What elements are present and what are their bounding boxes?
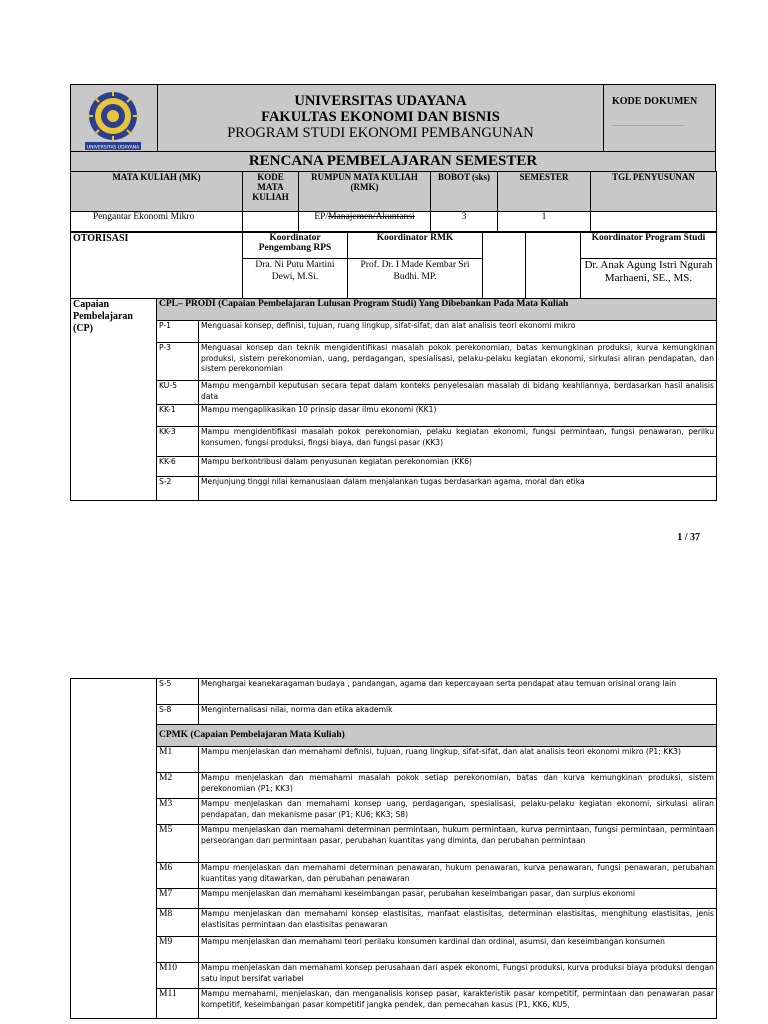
cpmk-text: Mampu menjelaskan dan memahami masalah pokok setiap perekonomian, batas dan kurva kemungkinan produksi, sistem perekonomian (P1; KK3) bbox=[199, 773, 717, 799]
course-tgl bbox=[591, 212, 717, 232]
cpl-text: Menguasai konsep, definisi, tujuan, ruang lingkup, sifat-sifat, dan alat analisis teori ekonomi mikro bbox=[199, 321, 717, 343]
cp-label: Capaian Pembelajaran (CP) bbox=[71, 299, 157, 501]
cpmk-text: Mampu menjelaskan dan memahami konsep elastisitas, manfaat elastisitas, determinan elastisitas, menghitung elastisitas, jenis elastisitas permintaan dan elastisitas penawaran bbox=[199, 909, 717, 937]
cpmk-text: Mampu menjelaskan dan memahami konsep perusahaan dari aspek ekonomi, Fungsi produksi, kurva produksi biaya produksi dengan satu input bersifat variabel bbox=[199, 963, 717, 989]
cpl-text: Mampu berkontribusi dalam penyusunan kegiatan perekonomian (KK6) bbox=[199, 457, 717, 477]
logo-cell bbox=[70, 84, 158, 152]
cpmk-code: M1 bbox=[157, 747, 199, 773]
course-semester: 1 bbox=[498, 212, 591, 232]
course-table bbox=[70, 171, 717, 232]
otorisasi-v1: Dra. Ni Putu Martini Dewi, M.Si. bbox=[243, 259, 348, 299]
cpmk-text: Mampu menjelaskan dan memahami determinan penawaran, hukum penawaran, kurva penawaran, fungsi penawaran, perubahan kuantitas yang ditawarkan, dan perubahan penawaran bbox=[199, 863, 717, 889]
cpmk-code: M10 bbox=[157, 963, 199, 989]
header-bobot: BOBOT (sks) bbox=[431, 172, 498, 212]
otorisasi-v2: Prof. Dr. I Made Kembar Sri Budhi. MP. bbox=[348, 259, 483, 299]
cpmk-code: M7 bbox=[157, 889, 199, 909]
cpmk-code: M9 bbox=[157, 937, 199, 963]
otorisasi-h2: Koordinator RMK bbox=[348, 233, 483, 259]
cpl-text: Mampu mengaplikasikan 10 prinsip dasar ilmu ekonomi (KK1) bbox=[199, 405, 717, 427]
logo-caption: UNIVERSITAS UDAYANA bbox=[86, 145, 140, 151]
cp-table-page2 bbox=[70, 678, 717, 1019]
otorisasi-h3: Koordinator Program Studi bbox=[581, 233, 717, 259]
kode-dokumen-cell bbox=[603, 84, 716, 152]
cpl-code: KK-1 bbox=[157, 405, 199, 427]
rmk-strike: Manajemen/Akuntansi bbox=[328, 212, 415, 222]
university-logo bbox=[81, 87, 145, 151]
otorisasi-empty-1 bbox=[483, 233, 526, 299]
cpmk-text: Mampu memahami, menjelaskan, dan menganalisis konsep pasar, karakteristik pasar kompetitif, permintaan dan penawaran pasar kompetitif, keseimbangan pasar kompetitif jangka pendek, dan pemecahan kasus (P1, KK6, KU5, bbox=[199, 989, 717, 1019]
cpmk-text: Mampu menjelaskan dan memahami definisi, tujuan, ruang lingkup, sifat-sifat, dan alat analisis teori ekonomi mikro (P1; KK3) bbox=[199, 747, 717, 773]
rmk-prefix: EP/ bbox=[314, 212, 329, 222]
header-semester: SEMESTER bbox=[498, 172, 591, 212]
page-number: 1 / 37 bbox=[677, 532, 700, 543]
cpmk-text: Mampu menjelaskan dan memahami determinan permintaan, hukum permintaan, kurva permintaan, fungsi permintaan, permintaan perseorangan dan permintaan pasar, perubahan kuantitas yang diminta, dan perubahan permintaan bbox=[199, 825, 717, 863]
cpmk-code: M2 bbox=[157, 773, 199, 799]
cpl-text: Mampu mengambil keputusan secara tepat dalam konteks penyelesaian masalah di bidang keahliannya, berdasarkan hasil analisis data bbox=[199, 381, 717, 405]
header-tgl: TGL PENYUSUNAN bbox=[591, 172, 717, 212]
cpmk-text: Mampu menjelaskan dan memahami teori perilaku konsumen kardinal dan ordinal, asumsi, dan keseimbangan konsumen bbox=[199, 937, 717, 963]
header-kode: KODE MATA KULIAH bbox=[243, 172, 299, 212]
cpl-code: KK-3 bbox=[157, 427, 199, 457]
cpl-text: Mampu mengidentifikasi masalah pokok perekonomian, pelaku kegiatan ekonomi, fungsi permintaan, fungsi penawaran, perilku konsumen, fungsi produksi, fingsi biaya, dan fungsi pasar (KK3) bbox=[199, 427, 717, 457]
cpl-text: Menjunjung tinggi nilai kemanusiaan dalam menjalankan tugas berdasarkan agama, moral dan etika bbox=[199, 477, 717, 501]
kode-dokumen-label: KODE DOKUMEN bbox=[612, 96, 698, 107]
otorisasi-label: OTORISASI bbox=[71, 233, 243, 299]
otorisasi-empty-2 bbox=[526, 233, 581, 299]
cpl-code: S-5 bbox=[157, 679, 199, 705]
program-name: PROGRAM STUDI EKONOMI PEMBANGUNAN bbox=[227, 125, 534, 141]
cpl-text: Menghargai keanekaragaman budaya , pandangan, agama dan kepercayaan serta pendapat atau temuan orisinal orang lain bbox=[199, 679, 717, 705]
cpl-code: P-1 bbox=[157, 321, 199, 343]
kode-dokumen-value: ……………………………… bbox=[612, 121, 684, 128]
header-rmk: RUMPUN MATA KULIAH (RMK) bbox=[299, 172, 431, 212]
otorisasi-table bbox=[70, 232, 717, 299]
cpmk-text: Mampu menjelaskan dan memahami konsep uang, perdagangan, spesialisasi, pelaku-pelaku kegiatan ekonomi, sirkulasi aliran pendapatan, dan mekanisme pasar (P1; KU6; KK3; S8) bbox=[199, 799, 717, 825]
cpl-code: KU-5 bbox=[157, 381, 199, 405]
cpl-text: Menginternalisasi nilai, norma dan etika akademik bbox=[199, 705, 717, 725]
course-rmk bbox=[299, 212, 431, 232]
header-title-cell bbox=[157, 84, 604, 152]
cpl-code: P-3 bbox=[157, 343, 199, 381]
course-bobot: 3 bbox=[431, 212, 498, 232]
cpl-code: KK-6 bbox=[157, 457, 199, 477]
rps-title: RENCANA PEMBELAJARAN SEMESTER bbox=[70, 151, 716, 172]
cp-label-continued bbox=[71, 679, 157, 1019]
course-code bbox=[243, 212, 299, 232]
otorisasi-v3: Dr. Anak Agung Istri Ngurah Marhaeni, SE., MS. bbox=[581, 259, 717, 299]
cpmk-title: CPMK (Capaian Pembelajaran Mata Kuliah) bbox=[157, 725, 717, 747]
header-mk: MATA KULIAH (MK) bbox=[71, 172, 243, 212]
cp-table-page1 bbox=[70, 298, 717, 501]
cpl-code: S-8 bbox=[157, 705, 199, 725]
cpl-title: CPL– PRODI (Capaian Pembelajaran Lulusan Program Studi) Yang Dibebankan Pada Mata Kuliah bbox=[157, 299, 717, 321]
cpmk-code: M8 bbox=[157, 909, 199, 937]
university-name: UNIVERSITAS UDAYANA bbox=[294, 93, 467, 109]
cpmk-code: M11 bbox=[157, 989, 199, 1019]
otorisasi-h1: Koordinator Pengembang RPS bbox=[243, 233, 348, 259]
cpmk-code: M5 bbox=[157, 825, 199, 863]
cpmk-code: M6 bbox=[157, 863, 199, 889]
cpmk-text: Mampu menjelaskan dan memahami keseimbangan pasar, perubahan keseimbangan pasar, dan surplus ekonomi bbox=[199, 889, 717, 909]
course-name: Pengantar Ekonomi Mikro bbox=[71, 212, 243, 232]
cpl-code: S-2 bbox=[157, 477, 199, 501]
cpl-text: Menguasai konsep dan teknik mengidentifikasi masalah pokok perekonomian, batas kemungkinan produksi, kurva kemungkinan produksi, sistem perekonomian, uang, perdagangan, spesialisasi, pelaku-pelaku kegiatan ekonomi, sirkulasi aliran pendapatan, dan sistem perekonomian bbox=[199, 343, 717, 381]
cpmk-code: M3 bbox=[157, 799, 199, 825]
faculty-name: FAKULTAS EKONOMI DAN BISNIS bbox=[261, 109, 500, 125]
